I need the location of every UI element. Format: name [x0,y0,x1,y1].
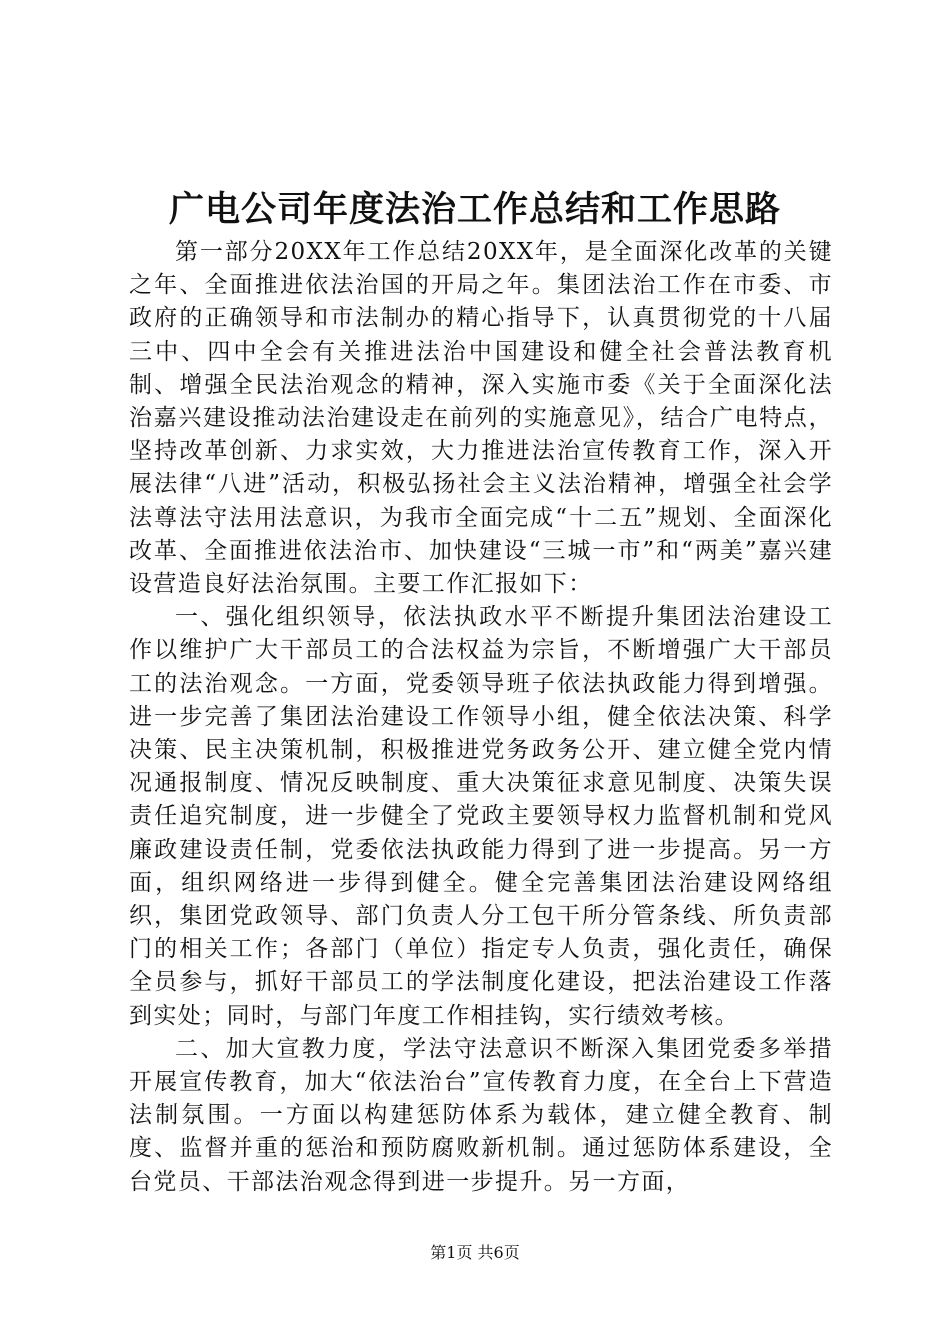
paragraph-organization-leadership: 一、强化组织领导，依法执政水平不断提升集团法治建设工作以维护广大干部员工的合法权益为宗旨，不断增强广大干部员工的法治观念。一方面，党委领导班子依法执政能力得到增强。进一步完善了集团法治建设工作领导小组，健全依法决策、科学决策、民主决策机制，积极推进党务政务公开、建立健全党内情况通报制度、情况反映制度、重大决策征求意见制度、决策失误责任追究制度，进一步健全了党政主要领导权力监督机制和党风廉政建设责任制，党委依法执政能力得到了进一步提高。另一方面，组织网络进一步得到健全。健全完善集团法治建设网络组织，集团党政领导、部门负责人分工包干所分管条线、所负责部门的相关工作；各部门（单位）指定专人负责，强化责任，确保全员参与，抓好干部员工的学法制度化建设，把法治建设工作落到实处；同时，与部门年度工作相挂钩，实行绩效考核。 [129,604,833,1029]
page-number-footer: 第1页 共6页 [430,1243,520,1262]
document-body [129,236,833,1199]
paragraph-education-publicity: 二、加大宣教力度，学法守法意识不断深入集团党委多举措开展宣传教育，加大“依法治台”宣传教育力度，在全台上下营造法制氛围。一方面以构建惩防体系为载体，建立健全教育、制度、监督并重的惩治和预防腐败新机制。通过惩防体系建设，全台党员、干部法治观念得到进一步提升。另一方面， [129,1035,833,1195]
document-title: 广电公司年度法治工作总结和工作思路 [168,189,781,230]
paragraph-summary-intro: 第一部分20XX年工作总结20XX年，是全面深化改革的关键之年、全面推进依法治国的开局之年。集团法治工作在市委、市政府的正确领导和市法制办的精心指导下，认真贯彻党的十八届三中、四中全会有关推进法治中国建设和健全社会普法教育机制、增强全民法治观念的精神，深入实施市委《关于全面深化法治嘉兴建设推动法治建设走在前列的实施意见》，结合广电特点，坚持改革创新、力求实效，大力推进法治宣传教育工作，深入开展法律“八进”活动，积极弘扬社会主义法治精神，增强全社会学法尊法守法用法意识，为我市全面完成“十二五”规划、全面深化改革、全面推进依法治市、加快建设“三城一市”和“两美”嘉兴建设营造良好法治氛围。主要工作汇报如下： [129,239,833,598]
